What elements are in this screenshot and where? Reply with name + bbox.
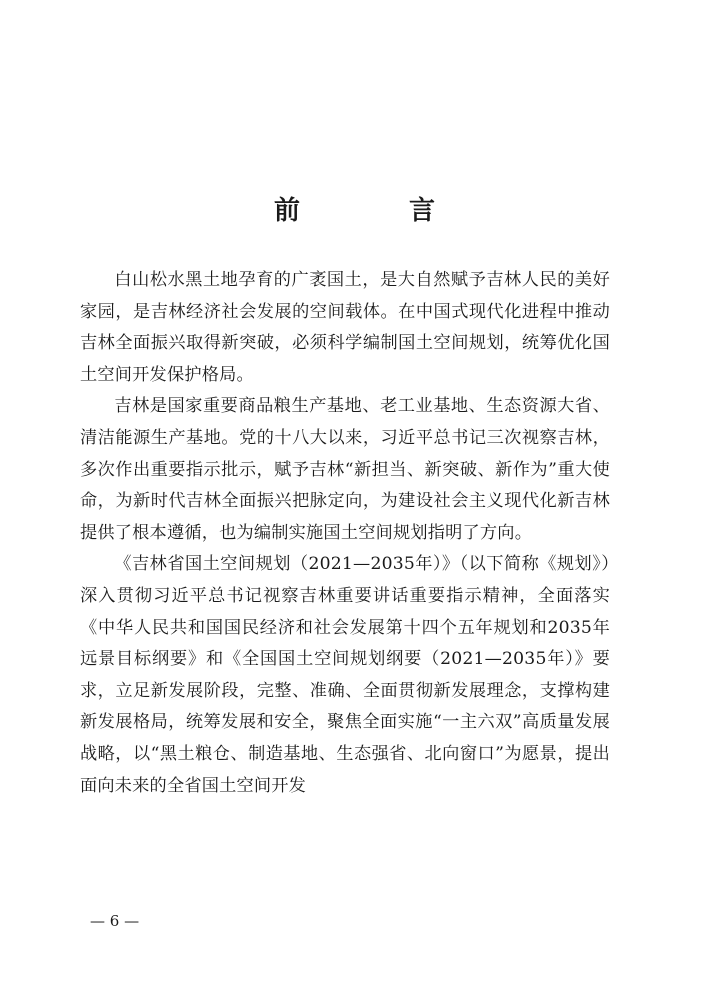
- paragraph-3: 《吉林省国土空间规划（2021—2035年）》（以下简称《规划》）深入贯彻习近平总书记视察吉林重要讲话重要指示精神，全面落实《中华人民共和国国民经济和社会发展第十四个五年规划和2035年远景目标纲要》和《全国国土空间规划纲要（2021—2035年）》要求，立足新发展阶段，完整、准确、全面贯彻新发展理念，支撑构建新发展格局，统筹发展和安全，聚焦全面实施“一主六双”高质量发展战略，以“黑土粮仓、制造基地、生态强省、北向窗口”为愿景，提出面向未来的全省国土空间开发: [80, 554, 610, 796]
- body-text: [80, 265, 610, 802]
- page-title: 前 言: [273, 196, 486, 226]
- paragraph-2: 吉林是国家重要商品粮生产基地、老工业基地、生态资源大省、清洁能源生产基地。党的十八大以来，习近平总书记三次视察吉林，多次作出重要指示批示，赋予吉林“新担当、新突破、新作为”重大使命，为新时代吉林全面振兴把脉定向，为建设社会主义现代化新吉林提供了根本遵循，也为编制实施国土空间规划指明了方向。: [80, 396, 610, 543]
- page-number: — 6 —: [90, 912, 140, 930]
- paragraph-1: 白山松水黑土地孕育的广袤国土，是大自然赋予吉林人民的美好家园，是吉林经济社会发展的空间载体。在中国式现代化进程中推动吉林全面振兴取得新突破，必须科学编制国土空间规划，统筹优化国土空间开发保护格局。: [80, 270, 610, 385]
